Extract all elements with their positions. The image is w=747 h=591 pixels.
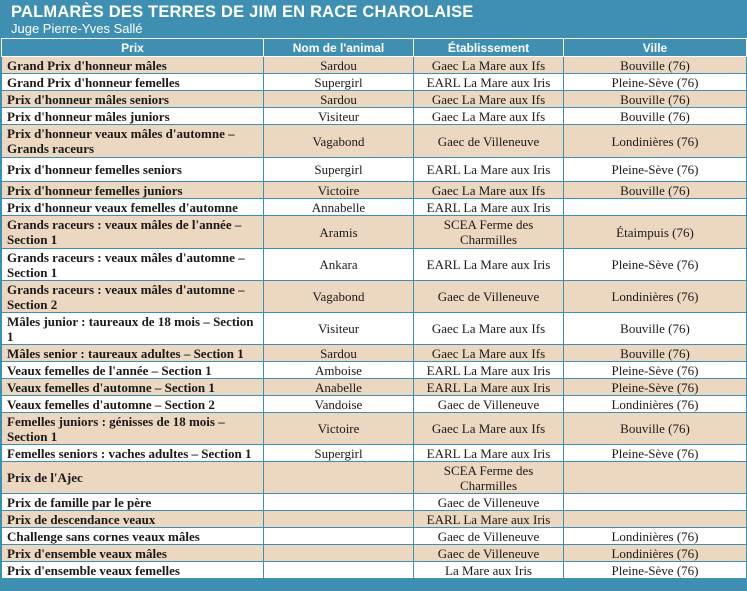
- cell-etablissement: EARL La Mare aux Iris: [414, 379, 564, 396]
- cell-prix: Grands raceurs : veaux mâles de l'année – Section 1: [2, 216, 264, 249]
- cell-animal: Annabelle: [264, 199, 414, 216]
- cell-etablissement: Gaec La Mare aux Ifs: [414, 182, 564, 199]
- cell-animal: Amboise: [264, 362, 414, 379]
- cell-prix: Veaux femelles de l'année – Section 1: [2, 362, 264, 379]
- cell-ville: [564, 511, 747, 528]
- cell-etablissement: EARL La Mare aux Iris: [414, 249, 564, 281]
- cell-ville: Londinières (76): [564, 528, 747, 545]
- cell-prix: Prix d'ensemble veaux mâles: [2, 545, 264, 562]
- cell-etablissement: Gaec de Villeneuve: [414, 494, 564, 511]
- cell-animal: Sardou: [264, 91, 414, 108]
- cell-etablissement: Gaec La Mare aux Ifs: [414, 413, 564, 445]
- cell-ville: Bouville (76): [564, 413, 747, 445]
- cell-etablissement: Gaec de Villeneuve: [414, 396, 564, 413]
- cell-ville: Londinières (76): [564, 125, 747, 158]
- cell-animal: [264, 562, 414, 579]
- cell-animal: Victoire: [264, 182, 414, 199]
- cell-ville: [564, 462, 747, 494]
- cell-ville: [564, 494, 747, 511]
- cell-ville: Bouville (76): [564, 57, 747, 74]
- table-row: [2, 494, 747, 511]
- cell-etablissement: Gaec La Mare aux Ifs: [414, 108, 564, 125]
- table-row: [2, 182, 747, 199]
- cell-etablissement: Gaec La Mare aux Ifs: [414, 313, 564, 345]
- cell-prix: Challenge sans cornes veaux mâles: [2, 528, 264, 545]
- table-header-row: [2, 39, 747, 57]
- cell-ville: Bouville (76): [564, 313, 747, 345]
- table-row: [2, 74, 747, 91]
- cell-ville: Pleine-Sève (76): [564, 379, 747, 396]
- cell-animal: Supergirl: [264, 445, 414, 462]
- table-row: [2, 57, 747, 74]
- cell-ville: Londinières (76): [564, 281, 747, 313]
- cell-animal: Anabelle: [264, 379, 414, 396]
- table-row: [2, 345, 747, 362]
- cell-prix: Prix d'honneur mâles juniors: [2, 108, 264, 125]
- cell-prix: Prix de l'Ajec: [2, 462, 264, 494]
- cell-etablissement: EARL La Mare aux Iris: [414, 362, 564, 379]
- cell-ville: [564, 199, 747, 216]
- cell-etablissement: EARL La Mare aux Iris: [414, 158, 564, 182]
- cell-prix: Grands raceurs : veaux mâles d'automne – Section 2: [2, 281, 264, 313]
- table-row: [2, 413, 747, 445]
- cell-ville: Étaimpuis (76): [564, 216, 747, 249]
- cell-ville: Bouville (76): [564, 91, 747, 108]
- cell-prix: Veaux femelles d'automne – Section 2: [2, 396, 264, 413]
- cell-ville: Pleine-Sève (76): [564, 74, 747, 91]
- cell-etablissement: Gaec de Villeneuve: [414, 125, 564, 158]
- table-row: [2, 108, 747, 125]
- cell-etablissement: SCEA Ferme des Charmilles: [414, 216, 564, 249]
- cell-animal: Visiteur: [264, 108, 414, 125]
- cell-prix: Prix d'honneur mâles seniors: [2, 91, 264, 108]
- cell-etablissement: Gaec La Mare aux Ifs: [414, 57, 564, 74]
- cell-ville: Pleine-Sève (76): [564, 362, 747, 379]
- table-row: [2, 545, 747, 562]
- cell-animal: Aramis: [264, 216, 414, 249]
- cell-ville: Pleine-Sève (76): [564, 445, 747, 462]
- cell-animal: [264, 462, 414, 494]
- cell-animal: Vagabond: [264, 281, 414, 313]
- cell-animal: Supergirl: [264, 74, 414, 91]
- table-row: [2, 91, 747, 108]
- cell-prix: Prix d'honneur veaux femelles d'automne: [2, 199, 264, 216]
- cell-etablissement: Gaec de Villeneuve: [414, 528, 564, 545]
- table-row: [2, 158, 747, 182]
- cell-etablissement: La Mare aux Iris: [414, 562, 564, 579]
- cell-prix: Veaux femelles d'automne – Section 1: [2, 379, 264, 396]
- cell-animal: [264, 511, 414, 528]
- cell-animal: [264, 545, 414, 562]
- cell-prix: Prix d'honneur femelles juniors: [2, 182, 264, 199]
- column-header-animal: Nom de l'animal: [264, 39, 414, 57]
- cell-prix: Mâles junior : taureaux de 18 mois – Section 1: [2, 313, 264, 345]
- cell-prix: Grands raceurs : veaux mâles d'automne – Section 1: [2, 249, 264, 281]
- table-row: [2, 216, 747, 249]
- table-row: [2, 281, 747, 313]
- cell-prix: Prix de descendance veaux: [2, 511, 264, 528]
- cell-prix: Prix d'honneur veaux mâles d'automne – Grands raceurs: [2, 125, 264, 158]
- cell-prix: Grand Prix d'honneur femelles: [2, 74, 264, 91]
- cell-ville: Bouville (76): [564, 182, 747, 199]
- column-header-ville: Ville: [564, 39, 747, 57]
- cell-ville: Pleine-Sève (76): [564, 249, 747, 281]
- cell-ville: Bouville (76): [564, 345, 747, 362]
- column-header-etablissement: Établissement: [414, 39, 564, 57]
- cell-animal: Ankara: [264, 249, 414, 281]
- cell-etablissement: Gaec La Mare aux Ifs: [414, 91, 564, 108]
- results-table: [1, 38, 747, 579]
- cell-ville: Pleine-Sève (76): [564, 158, 747, 182]
- cell-etablissement: EARL La Mare aux Iris: [414, 74, 564, 91]
- cell-prix: Femelles seniors : vaches adultes – Section 1: [2, 445, 264, 462]
- table-row: [2, 249, 747, 281]
- cell-ville: Londinières (76): [564, 545, 747, 562]
- cell-prix: Mâles senior : taureaux adultes – Section 1: [2, 345, 264, 362]
- judge-subtitle: Juge Pierre-Yves Sallé: [11, 21, 143, 36]
- table-row: [2, 528, 747, 545]
- cell-animal: Supergirl: [264, 158, 414, 182]
- table-row: [2, 396, 747, 413]
- cell-animal: Visiteur: [264, 313, 414, 345]
- cell-animal: [264, 494, 414, 511]
- cell-animal: Victoire: [264, 413, 414, 445]
- cell-etablissement: EARL La Mare aux Iris: [414, 199, 564, 216]
- cell-animal: Vagabond: [264, 125, 414, 158]
- cell-ville: Pleine-Sève (76): [564, 562, 747, 579]
- table-row: [2, 199, 747, 216]
- table-row: [2, 362, 747, 379]
- document-title: PALMARÈS DES TERRES DE JIM EN RACE CHAROLAISE: [11, 3, 474, 21]
- table-row: [2, 125, 747, 158]
- title-banner: [1, 1, 746, 38]
- cell-prix: Prix d'honneur femelles seniors: [2, 158, 264, 182]
- table-row: [2, 313, 747, 345]
- cell-etablissement: Gaec La Mare aux Ifs: [414, 345, 564, 362]
- cell-etablissement: Gaec de Villeneuve: [414, 281, 564, 313]
- table-row: [2, 511, 747, 528]
- cell-animal: [264, 528, 414, 545]
- table-row: [2, 562, 747, 579]
- table-row: [2, 445, 747, 462]
- table-row: [2, 462, 747, 494]
- cell-etablissement: Gaec de Villeneuve: [414, 545, 564, 562]
- cell-ville: Bouville (76): [564, 108, 747, 125]
- cell-etablissement: SCEA Ferme des Charmilles: [414, 462, 564, 494]
- cell-prix: Femelles juniors : génisses de 18 mois – Section 1: [2, 413, 264, 445]
- cell-animal: Sardou: [264, 345, 414, 362]
- column-header-prix: Prix: [2, 39, 264, 57]
- cell-animal: Sardou: [264, 57, 414, 74]
- cell-prix: Prix d'ensemble veaux femelles: [2, 562, 264, 579]
- table-row: [2, 379, 747, 396]
- cell-animal: Vandoise: [264, 396, 414, 413]
- cell-prix: Grand Prix d'honneur mâles: [2, 57, 264, 74]
- cell-prix: Prix de famille par le père: [2, 494, 264, 511]
- cell-ville: Londinières (76): [564, 396, 747, 413]
- cell-etablissement: EARL La Mare aux Iris: [414, 445, 564, 462]
- cell-etablissement: EARL La Mare aux Iris: [414, 511, 564, 528]
